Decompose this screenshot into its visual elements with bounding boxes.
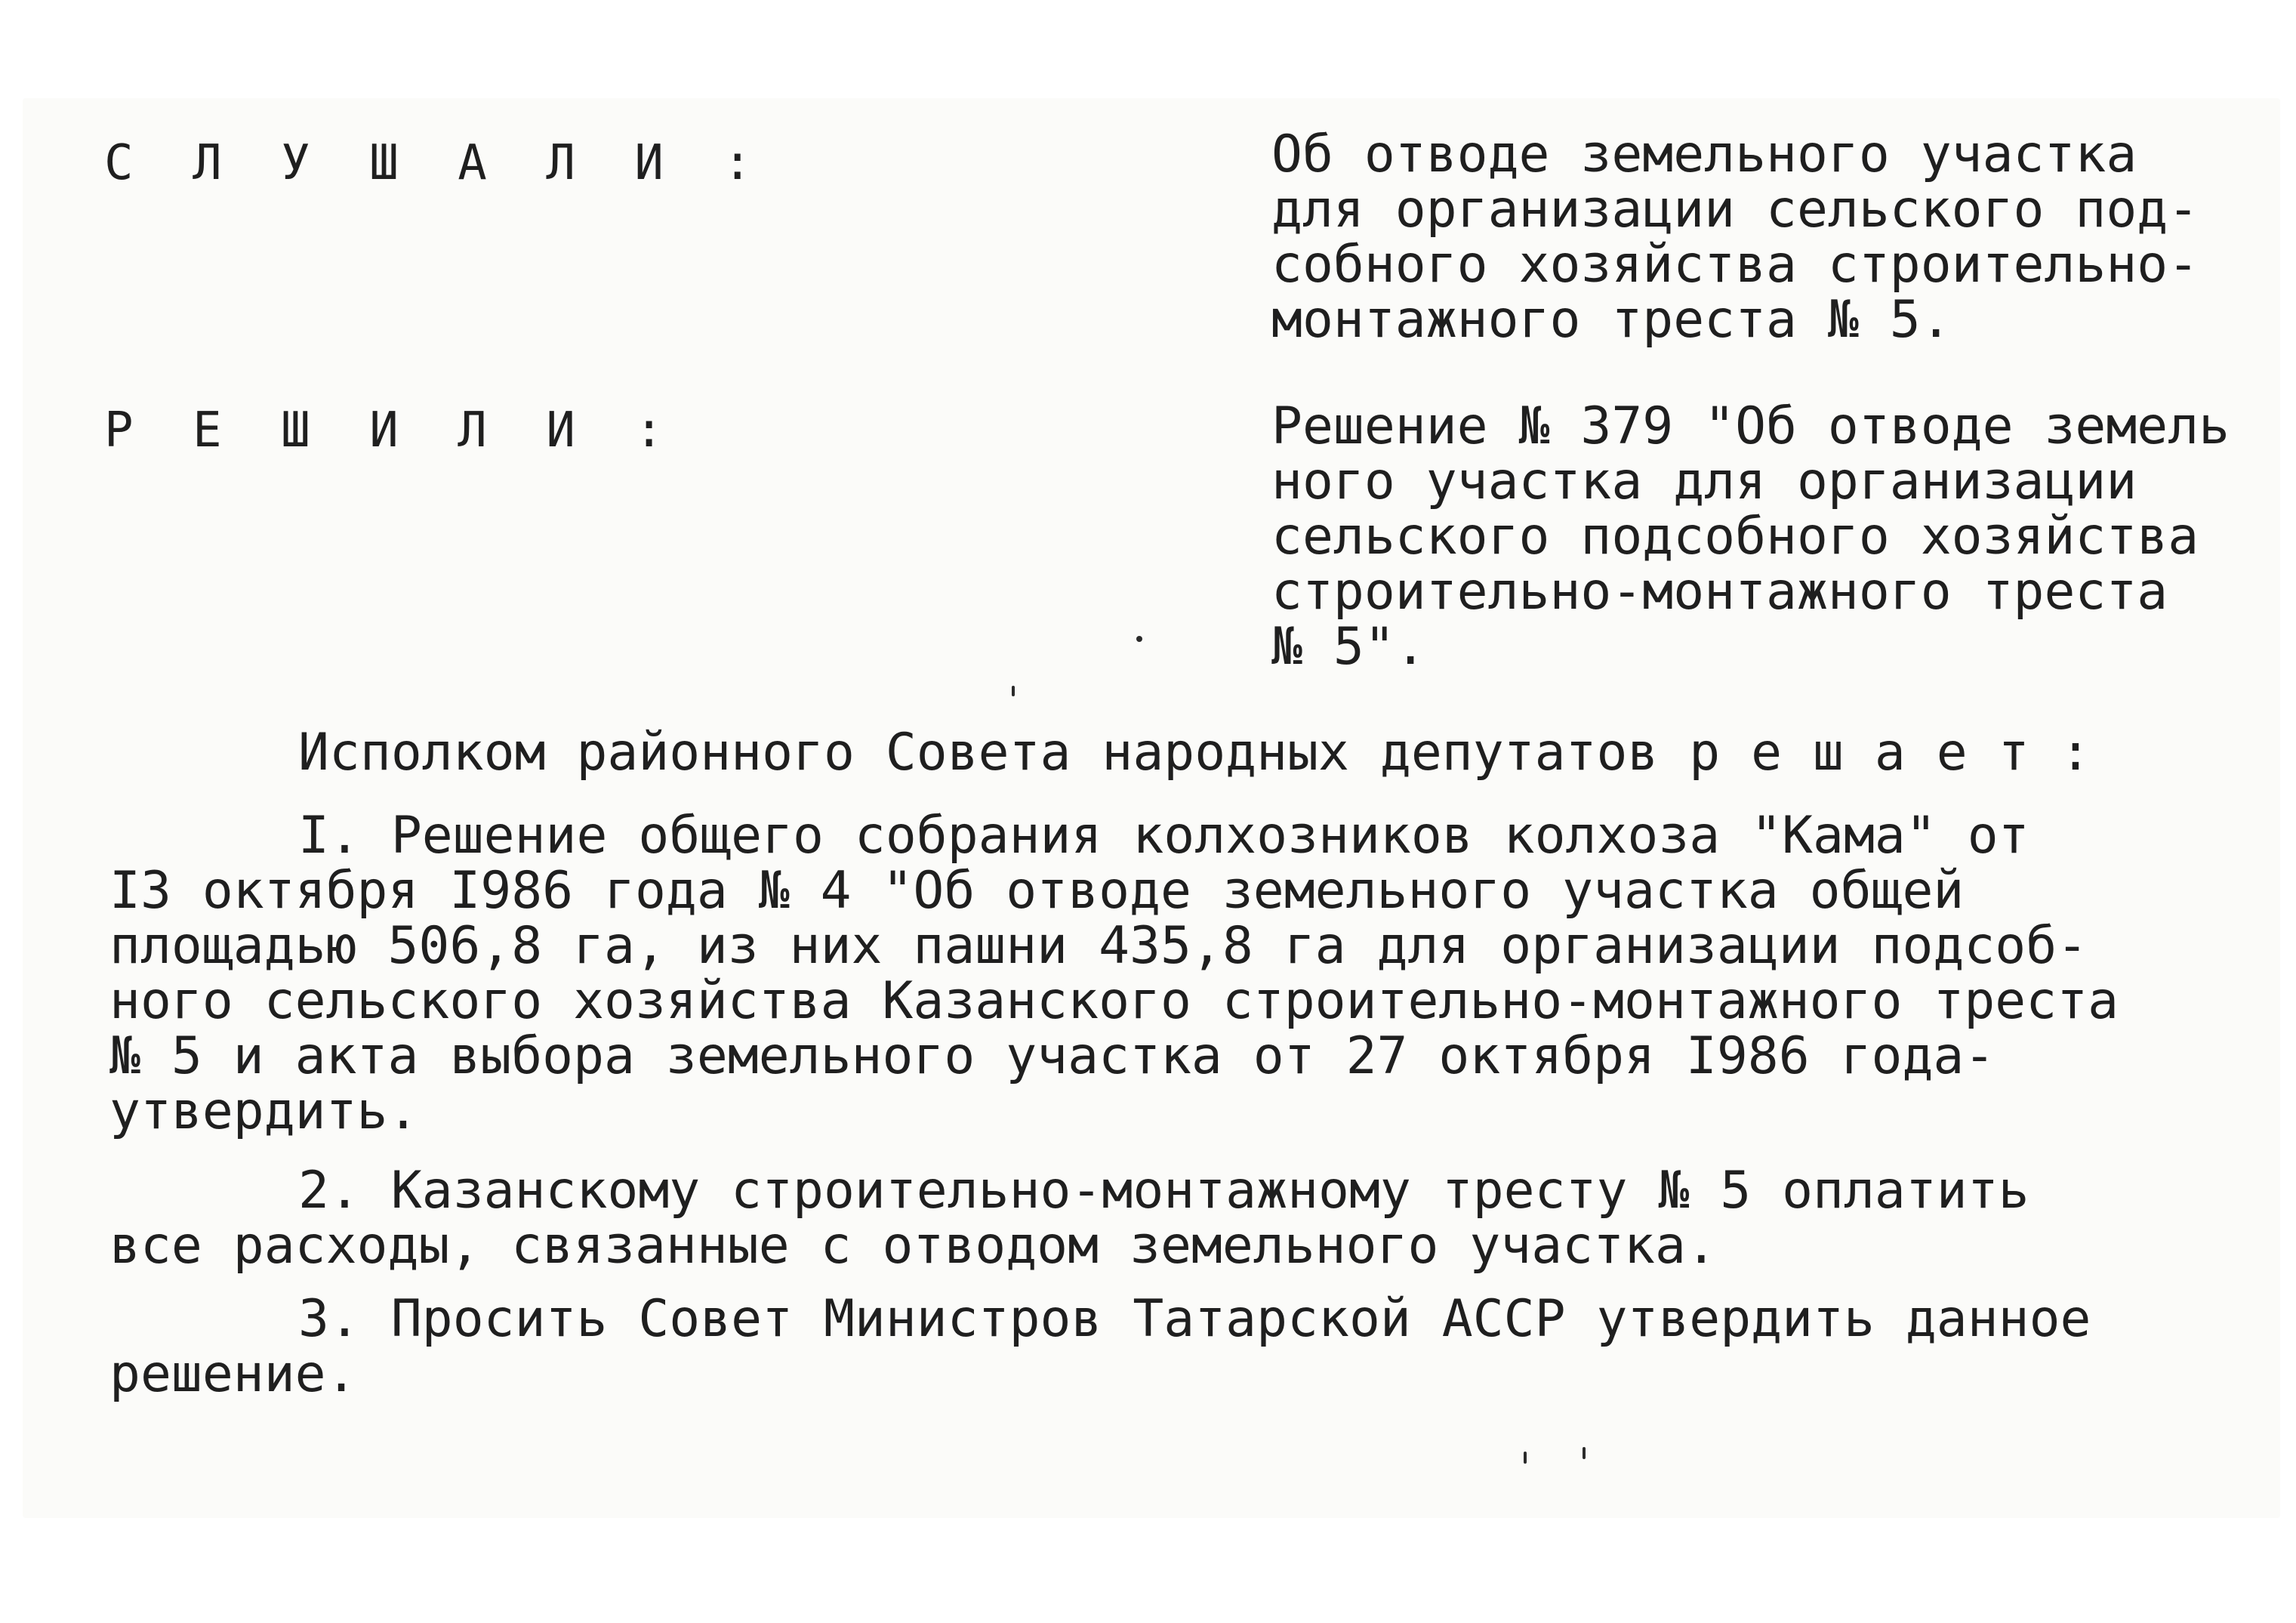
resolution-item-3 [109, 1291, 2269, 1402]
paper-speck [1524, 1452, 1527, 1464]
item2-line: все расходы, связанные с отводом земельного участка. [109, 1216, 1717, 1276]
decision-line: строительно-монтажного треста [1271, 562, 2168, 622]
item1-line: I3 октября I986 года № 4 "Об отводе земельного участка общей [109, 861, 1965, 921]
resolution-item-2 [109, 1161, 2269, 1276]
heard-line: Об отводе земельного участка [1271, 125, 2137, 184]
resolution-item-1 [109, 808, 2269, 1139]
item3-line: 3. Просить Совет Министров Татарской АССР утвердить данное [298, 1289, 2091, 1349]
item1-line: площадью 506,8 га, из них пашни 435,8 га для организации подсоб- [109, 916, 2088, 976]
heard-line: собного хозяйства строительно- [1271, 235, 2199, 295]
decision-line: сельского подсобного хозяйства [1271, 507, 2199, 566]
resolution-intro [109, 725, 2269, 780]
decision-line: № 5". [1271, 617, 1426, 677]
heard-line: для организации сельского под- [1271, 180, 2199, 239]
paper-speck [1012, 686, 1015, 696]
item1-line: ного сельского хозяйства Казанского строительно-монтажного треста [109, 971, 2119, 1031]
item1-line: утвердить. [109, 1081, 419, 1141]
item1-line: № 5 и акта выбора земельного участка от 27 октября I986 года- [109, 1026, 1996, 1086]
paper-speck [1583, 1447, 1586, 1459]
heard-text [1271, 125, 2253, 350]
heard-label: С Л У Ш А Л И : [104, 135, 767, 191]
decision-line: ного участка для организации [1271, 452, 2137, 511]
paper-speck [1136, 636, 1142, 642]
item2-line: 2. Казанскому строительно-монтажному тресту № 5 оплатить [298, 1161, 2029, 1220]
decided-label: Р Е Ш И Л И : [104, 403, 679, 458]
decision-title [1271, 396, 2253, 677]
intro-line: Исполком районного Совета народных депутатов р е ш а е т : [298, 723, 2091, 782]
item3-line: решение. [109, 1344, 357, 1404]
decision-line: Решение № 379 "Об отводе земель [1271, 396, 2230, 456]
item1-line: I. Решение общего собрания колхозников колхоза "Кама" от [298, 806, 2029, 865]
heard-line: монтажного треста № 5. [1271, 290, 1952, 350]
